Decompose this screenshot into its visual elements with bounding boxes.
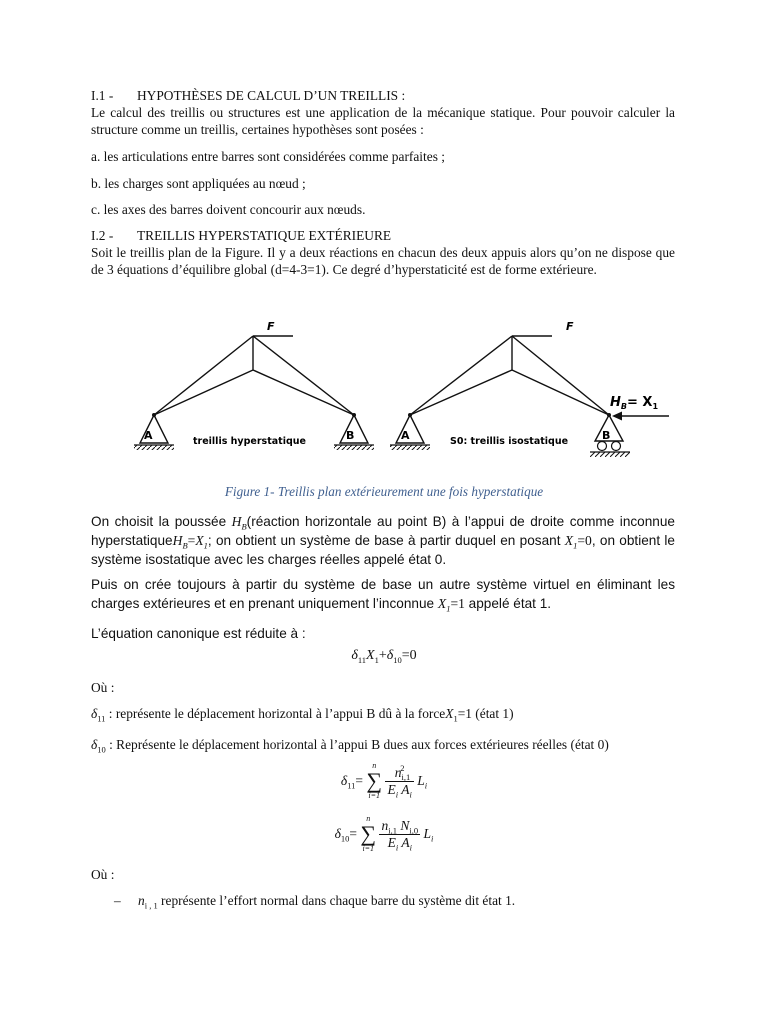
definition-delta-10 — [91, 736, 675, 753]
reaction-arrow — [612, 412, 669, 421]
paragraph-virtual-system — [91, 575, 675, 613]
truss-figure — [120, 312, 680, 472]
math-x1-equals-1: $X_1=1$ — [445, 706, 472, 724]
math-delta-10: $\delta_{10}$ — [91, 737, 106, 755]
summation-symbol: n ∑ i=1 — [360, 814, 377, 853]
text-run: On choisit la poussée — [91, 514, 232, 529]
text-run: représente l’effort normal dans chaque barre du système dit état 1. — [157, 893, 516, 908]
section-1-body: Le calcul des treillis ou structures est une application de la mécanique statique. Pour pouvoir calculer la structure comme un treillis, certaines hypothèses sont posées : — [91, 105, 675, 137]
section-title: HYPOTHÈSES DE CALCUL D’UN TREILLIS : — [137, 88, 406, 103]
section-title: TREILLIS HYPERSTATIQUE EXTÉRIEURE — [137, 228, 392, 243]
fraction: $\frac{n_{i,1} N_{i,0}}{E_i A_i}$ — [381, 817, 419, 853]
text-run: : Représente le déplacement horizontal à l’appui B dues aux forces extérieures réelles (état 0) — [105, 737, 609, 752]
text-run: , on obtient le système isostatique avec les charges réelles appelé état 0. — [91, 533, 675, 567]
hypothesis-item-b: b. les charges sont appliquées au nœud ; — [91, 176, 306, 191]
support-label-a-right: A — [401, 429, 410, 442]
section-2-body: Soit le treillis plan de la Figure. Il y a deux réactions en chacun des deux appuis alors qu’on ne dispose que de 3 équations d’équilibre global (d=4-3=1). Ce degré d’hyperstaticité est de forme extérieure. — [91, 245, 675, 277]
support-a-right — [390, 413, 430, 450]
support-label-b-right: B — [602, 429, 611, 442]
section-number: I.1 - — [91, 88, 114, 103]
text-run: (état 1) — [471, 706, 514, 721]
support-a-left — [134, 413, 174, 450]
section-number: I.2 - — [91, 228, 114, 243]
canonical-intro: L’équation canonique est réduite à : — [91, 626, 306, 641]
math-hb: $H_B$ — [231, 514, 247, 532]
summation-symbol: n ∑ i=1 — [366, 761, 383, 800]
math-x1-equals-0: $X_1=0$ — [564, 533, 592, 551]
math-hb-equals-x1: $H_B=X_1$ — [172, 533, 208, 551]
formula-delta-10: $\delta_{10}=$ n ∑ i=1 $\frac{n_{i,1} N_{i,0}}{E_i A_i}$ $L_i$ — [334, 814, 434, 853]
text-run: : représente le déplacement horizontal à l’appui B dû à la force — [105, 706, 446, 721]
load-label-left: F — [267, 320, 275, 333]
figure-label-left: treillis hyperstatique — [193, 436, 306, 447]
section-heading-1 — [91, 87, 405, 104]
hypothesis-item-c: c. les axes des barres doivent concourir aux nœuds. — [91, 202, 366, 217]
load-label-right: F — [566, 320, 574, 333]
hypothesis-item-a: a. les articulations entre barres sont considérées comme parfaites ; — [91, 149, 445, 164]
math-delta-11: $\delta_{11}$ — [91, 706, 106, 724]
where-label-1: Où : — [91, 680, 115, 695]
reaction-label: $H_B= X_1$ — [610, 395, 659, 411]
paragraph-hyperstatic-choice — [91, 512, 675, 569]
support-label-b-left: B — [346, 429, 355, 442]
definition-delta-11 — [91, 705, 675, 722]
text-run: (réaction horizontale au point B) à l’appui de droite comme inconnue hyperstatique — [91, 514, 675, 548]
text-run: Puis on crée toujours à partir du système de base un autre système virtuel en éliminant les charges extérieures et en prenant uniquement l’inconnue — [91, 577, 675, 611]
formula-delta-11: $\delta_{11}=$ n ∑ i=1 $\frac{n_{i,1}^2}{E_i A_i}$ $L_i$ — [340, 761, 428, 800]
truss-hyperstatic — [154, 336, 354, 415]
figure-caption: Figure 1- Treillis plan extérieurement une fois hyperstatique — [224, 484, 544, 499]
bullet-dash: – — [114, 893, 121, 908]
support-label-a-left: A — [144, 429, 153, 442]
bullet-item — [114, 892, 674, 909]
text-run: appelé état 1. — [464, 596, 552, 611]
text-run: ; on obtient un système de base à partir duquel en posant — [207, 533, 565, 548]
section-heading-2 — [91, 227, 391, 244]
fraction: $\frac{n_{i,1}^2}{E_i A_i}$ — [387, 763, 412, 800]
math-x1-equals-1: $X_1=1$ — [437, 596, 465, 614]
math-n-i1: $n_{i , 1}$ — [138, 893, 158, 911]
truss-isostatic — [410, 336, 609, 415]
where-label-2: Où : — [91, 867, 115, 882]
canonical-equation: $\delta_{11}X_1+\delta_{10}=0$ — [351, 648, 417, 665]
figure-label-right: S0: treillis isostatique — [450, 436, 569, 447]
